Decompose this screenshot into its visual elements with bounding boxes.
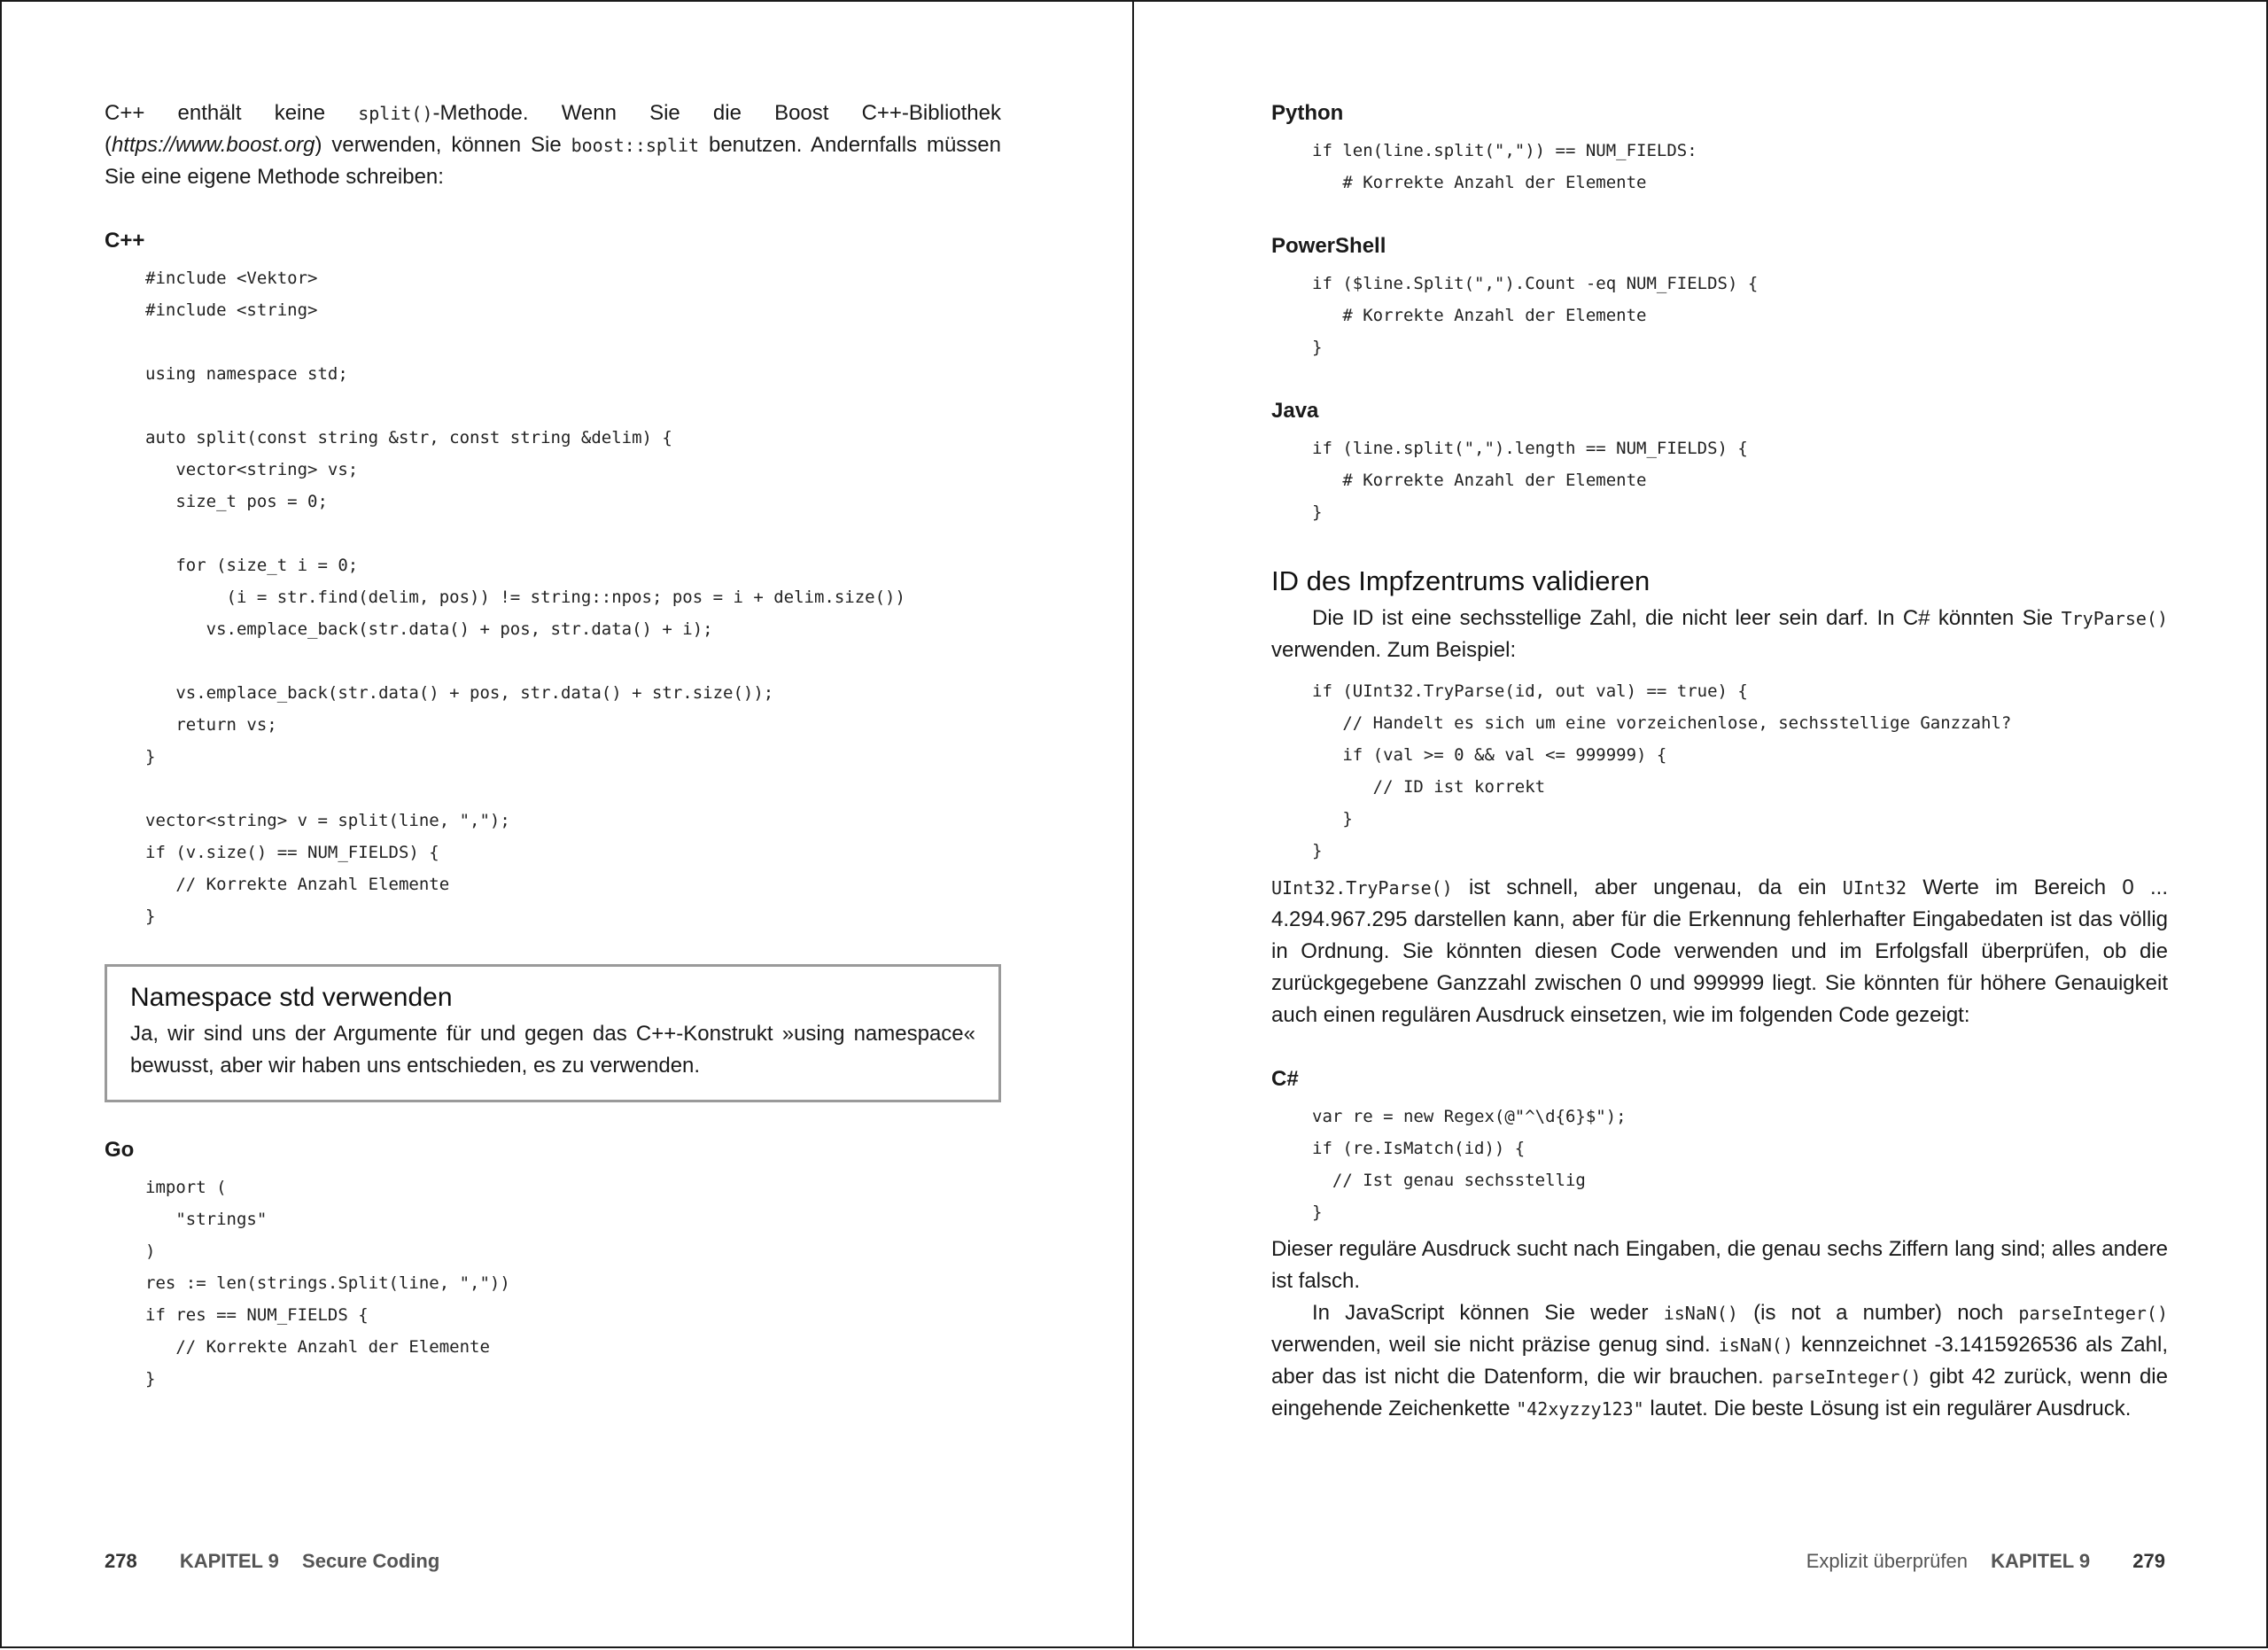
inline-code: isNaN() xyxy=(1663,1303,1738,1324)
info-box-text: Ja, wir sind uns der Argumente für und gegen das C++-Konstrukt »using namespace« bewusst, aber wir haben uns entschieden, es zu verwenden. xyxy=(130,1022,975,1078)
text: Werte im Bereich 0 ... 4.294.967.295 darstellen kann, aber für die Erkennung fehlerhafter Eingabedaten ist das völlig in Ordnung. Sie könnten diesen Code verwenden und im Erfolgsfall überprüfen, ob die zurückgegebene Ganzzahl zwischen 0 und 999999 liegt. Sie könnten für höhere Genauigkeit auch einen regulären Ausdruck einsetzen, wie im folgenden Code gezeigt: xyxy=(1271,876,2168,1027)
text: (is not a number) noch xyxy=(1737,1301,2019,1325)
text: gibt 42 zurück, wenn die eingehende Zeichenkette xyxy=(1271,1365,2168,1420)
csharp-label: C# xyxy=(1271,1067,1299,1091)
right-footer xyxy=(1806,1550,2165,1573)
paragraph-regex: Dieser reguläre Ausdruck sucht nach Eingaben, die genau sechs Ziffern lang sind; alles andere ist falsch. xyxy=(1271,1237,2168,1293)
text: C++ enthält keine xyxy=(105,101,359,125)
inline-code: UInt32.TryParse() xyxy=(1271,877,1453,899)
inline-code: "42xyzzy123" xyxy=(1516,1398,1644,1420)
right-page xyxy=(1134,0,2268,1648)
left-column xyxy=(105,97,1001,1395)
python-label: Python xyxy=(1271,101,1344,125)
inline-code: UInt32 xyxy=(1842,877,1907,899)
cpp-label: C++ xyxy=(105,229,145,253)
csharp-code-block: var re = new Regex(@"^\d{6}$"); if (re.IsMatch(id)) { // Ist genau sechsstellig } xyxy=(1312,1107,1627,1222)
text: Die ID ist eine sechsstellige Zahl, die nicht leer sein darf. In C# könnten Sie xyxy=(1312,606,2062,630)
text: benutzen. Andernfalls müssen Sie eine eigene Methode schreiben: xyxy=(105,133,1001,189)
text: verwenden. Zum Beispiel: xyxy=(1271,638,1517,662)
paragraph-tryparse xyxy=(1271,603,2168,666)
inline-code: parseInteger() xyxy=(1771,1366,1922,1388)
text: lautet. Die beste Lösung ist ein regulärer Ausdruck. xyxy=(1643,1397,2132,1420)
inline-code: split() xyxy=(358,103,433,124)
boost-link[interactable]: https://www.boost.org xyxy=(112,133,315,157)
text: -Methode. Wenn Sie die Boost C++-Bibliothek ( xyxy=(105,101,1001,157)
powershell-label: PowerShell xyxy=(1271,234,1386,258)
go-code-block: import ( "strings" ) res := len(strings.Split(line, ",")) if res == NUM_FIELDS { // Korrekte Anzahl der Elemente } xyxy=(145,1178,510,1389)
footer-chapter: KAPITEL 9 xyxy=(1991,1550,2091,1572)
paragraph-uint32 xyxy=(1271,872,2168,1031)
paragraph-javascript xyxy=(1271,1297,2168,1425)
java-code-block: if (line.split(",").length == NUM_FIELDS) { # Korrekte Anzahl der Elemente } xyxy=(1312,439,1748,522)
tryparse-code-block: if (UInt32.TryParse(id, out val) == true) { // Handelt es sich um eine vorzeichenlose, sechsstellige Ganzzahl? if (val >= 0 && val <= 999999) { // ID ist korrekt } } xyxy=(1312,681,2012,860)
inline-code: boost::split xyxy=(571,135,700,156)
inline-code: TryParse() xyxy=(2061,608,2168,629)
right-column xyxy=(1271,97,2168,1425)
cpp-code-block: #include <Vektor> #include <string> using namespace std; auto split(const string &str, const string &delim) { vector<string> vs; size_t pos = 0; for (size_t i = 0; (i = str.find(delim, pos)) != string::npos; pos = i + delim.size()) vs.emplace_back(str.data() + pos, str.data() + i); vs.emplace_back(str.data() + pos, str.data() + str.size()); return vs; } vector<string> v = split(line, ","); if (v.size() == NUM_FIELDS) { // Korrekte Anzahl Elemente } xyxy=(145,269,905,926)
info-box xyxy=(105,964,1001,1102)
python-code-block: if len(line.split(",")) == NUM_FIELDS: # Korrekte Anzahl der Elemente xyxy=(1312,141,1697,192)
intro-paragraph xyxy=(105,97,1001,193)
go-label: Go xyxy=(105,1138,135,1162)
left-page xyxy=(0,0,1134,1648)
section-heading: ID des Impfzentrums validieren xyxy=(1271,565,1651,596)
page-number: 279 xyxy=(2132,1550,2165,1572)
text: ist schnell, aber ungenau, da ein xyxy=(1452,876,1843,899)
footer-title: Secure Coding xyxy=(302,1550,440,1572)
java-label: Java xyxy=(1271,399,1319,423)
footer-section: Explizit überprüfen xyxy=(1806,1550,1968,1572)
text: In JavaScript können Sie weder xyxy=(1312,1301,1664,1325)
powershell-code-block: if ($line.Split(",").Count -eq NUM_FIELDS) { # Korrekte Anzahl der Elemente } xyxy=(1312,274,1759,357)
inline-code: isNaN() xyxy=(1718,1335,1793,1356)
info-box-title: Namespace std verwenden xyxy=(130,983,453,1012)
footer-chapter: KAPITEL 9 xyxy=(179,1550,279,1572)
left-footer xyxy=(105,1550,439,1573)
text: ) verwenden, können Sie xyxy=(315,133,571,157)
inline-code: parseInteger() xyxy=(2018,1303,2168,1324)
page-number: 278 xyxy=(105,1550,137,1572)
text: kennzeichnet -3.1415926536 als Zahl, aber das ist nicht die Datenform, die wir brauchen. xyxy=(1271,1333,2169,1389)
text: verwenden, weil sie nicht präzise genug sind. xyxy=(1271,1333,1719,1357)
